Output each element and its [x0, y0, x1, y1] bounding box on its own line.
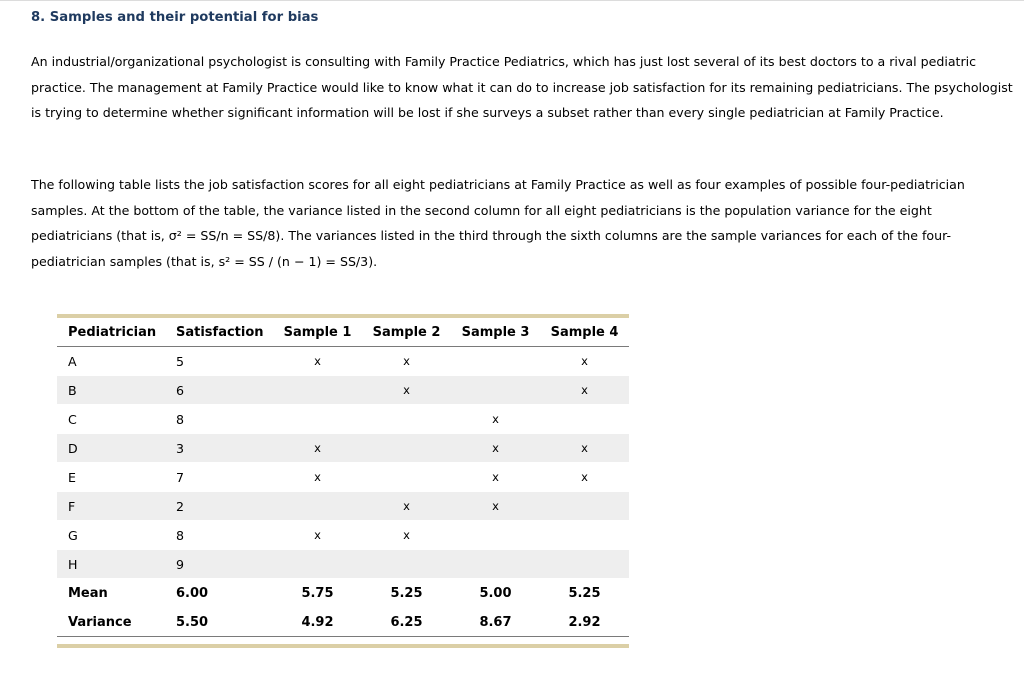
variance-sample-3: 8.67 [451, 608, 540, 637]
sample-1-cell: x [273, 434, 362, 463]
top-divider [0, 0, 1024, 1]
variance-sample-4: 2.92 [540, 608, 629, 637]
sample-1-cell [273, 550, 362, 579]
sample-2-cell [362, 434, 451, 463]
variance-row [57, 608, 629, 637]
intro-paragraph: An industrial/organizational psychologist is consulting with Family Practice Pediatrics, which has just lost several of its best doctors to a rival pediatric practice. The management at Family Practice would like to know what it can do to increase job satisfaction for its remaining pediatricians. The psychologist is trying to determine whether significant information will be lost if she surveys a subset rather than every single pediatrician at Family Practice. [31, 54, 1013, 121]
table-row [57, 376, 629, 405]
header-sample-2: Sample 2 [362, 318, 451, 347]
mean-satisfaction: 6.00 [176, 585, 209, 601]
sample-3-cell: x [451, 434, 540, 463]
satisfaction-cell: 8 [176, 411, 185, 427]
variance-label: Variance [57, 608, 165, 637]
table-description-paragraph: The following table lists the job satisfaction scores for all eight pediatricians at Family Practice as well as four examples of possible four-pediatrician samples. At the bottom of the table, the variance listed in the second column for all eight pediatricians is the population variance for the eight pediatricians (that is, σ² = SS/n = SS/8). The variances listed in the third through the sixth columns are the sample variances for each of the four-pediatrician samples (that is, s² = SS / (n − 1) = SS/3). [31, 177, 965, 270]
variance-sample-1: 4.92 [273, 608, 362, 637]
satisfaction-cell: 5 [176, 353, 185, 369]
sample-4-cell: x [540, 376, 629, 405]
pediatrician-cell: H [57, 550, 165, 579]
sample-4-cell: x [540, 434, 629, 463]
question-title: 8. Samples and their potential for bias [31, 10, 319, 25]
sample-3-cell [451, 376, 540, 405]
mean-label: Mean [68, 585, 108, 601]
variance-sample-2: 6.25 [362, 608, 451, 637]
sample-3-cell [451, 347, 540, 376]
sample-4-cell [540, 405, 629, 434]
table-header-row [57, 318, 629, 347]
sample-2-cell [362, 550, 451, 579]
mean-sample-4: 5.25 [568, 585, 601, 601]
sample-1-cell: x [314, 470, 321, 484]
sample-3-cell: x [492, 412, 499, 426]
sample-3-cell [451, 521, 540, 550]
pediatrician-cell: G [68, 527, 78, 543]
sample-1-cell [273, 492, 362, 521]
sample-1-cell: x [314, 354, 321, 368]
satisfaction-cell: 3 [165, 434, 273, 463]
pediatrician-cell: D [57, 434, 165, 463]
satisfaction-cell: 9 [165, 550, 273, 579]
sample-3-cell: x [492, 470, 499, 484]
sample-1-cell [273, 376, 362, 405]
header-pediatrician: Pediatrician [57, 318, 165, 347]
satisfaction-cell: 6 [165, 376, 273, 405]
sample-4-cell [540, 521, 629, 550]
table-row [57, 463, 629, 492]
sample-2-cell [362, 405, 451, 434]
sample-3-cell: x [451, 492, 540, 521]
mean-sample-3: 5.00 [479, 585, 512, 601]
table-row [57, 492, 629, 521]
table-bottom-band [57, 644, 629, 648]
sample-2-cell [362, 463, 451, 492]
table-row [57, 405, 629, 434]
header-sample-1: Sample 1 [273, 318, 362, 347]
sample-2-cell: x [403, 528, 410, 542]
sample-1-cell: x [314, 528, 321, 542]
mean-sample-2: 5.25 [390, 585, 423, 601]
sample-4-cell [540, 550, 629, 579]
pediatrician-cell: F [57, 492, 165, 521]
mean-sample-1: 5.75 [301, 585, 334, 601]
sample-2-cell: x [362, 376, 451, 405]
mean-row [57, 579, 629, 608]
sample-2-cell: x [362, 492, 451, 521]
sample-3-cell [451, 550, 540, 579]
sample-4-cell [540, 492, 629, 521]
table-row [57, 347, 629, 376]
sample-4-cell: x [581, 354, 588, 368]
table-row [57, 434, 629, 463]
table-row [57, 521, 629, 550]
sample-2-cell: x [403, 354, 410, 368]
satisfaction-cell: 8 [176, 527, 185, 543]
header-sample-3: Sample 3 [451, 318, 540, 347]
sample-4-cell: x [581, 470, 588, 484]
variance-satisfaction: 5.50 [165, 608, 273, 637]
header-sample-4: Sample 4 [540, 318, 629, 347]
sample-1-cell [273, 405, 362, 434]
satisfaction-cell: 7 [176, 469, 185, 485]
pediatrician-cell: B [57, 376, 165, 405]
satisfaction-table [57, 314, 629, 648]
header-satisfaction: Satisfaction [165, 318, 273, 347]
satisfaction-cell: 2 [165, 492, 273, 521]
pediatrician-cell: C [68, 411, 77, 427]
pediatrician-cell: E [68, 469, 76, 485]
pediatrician-cell: A [68, 353, 77, 369]
table-row [57, 550, 629, 579]
